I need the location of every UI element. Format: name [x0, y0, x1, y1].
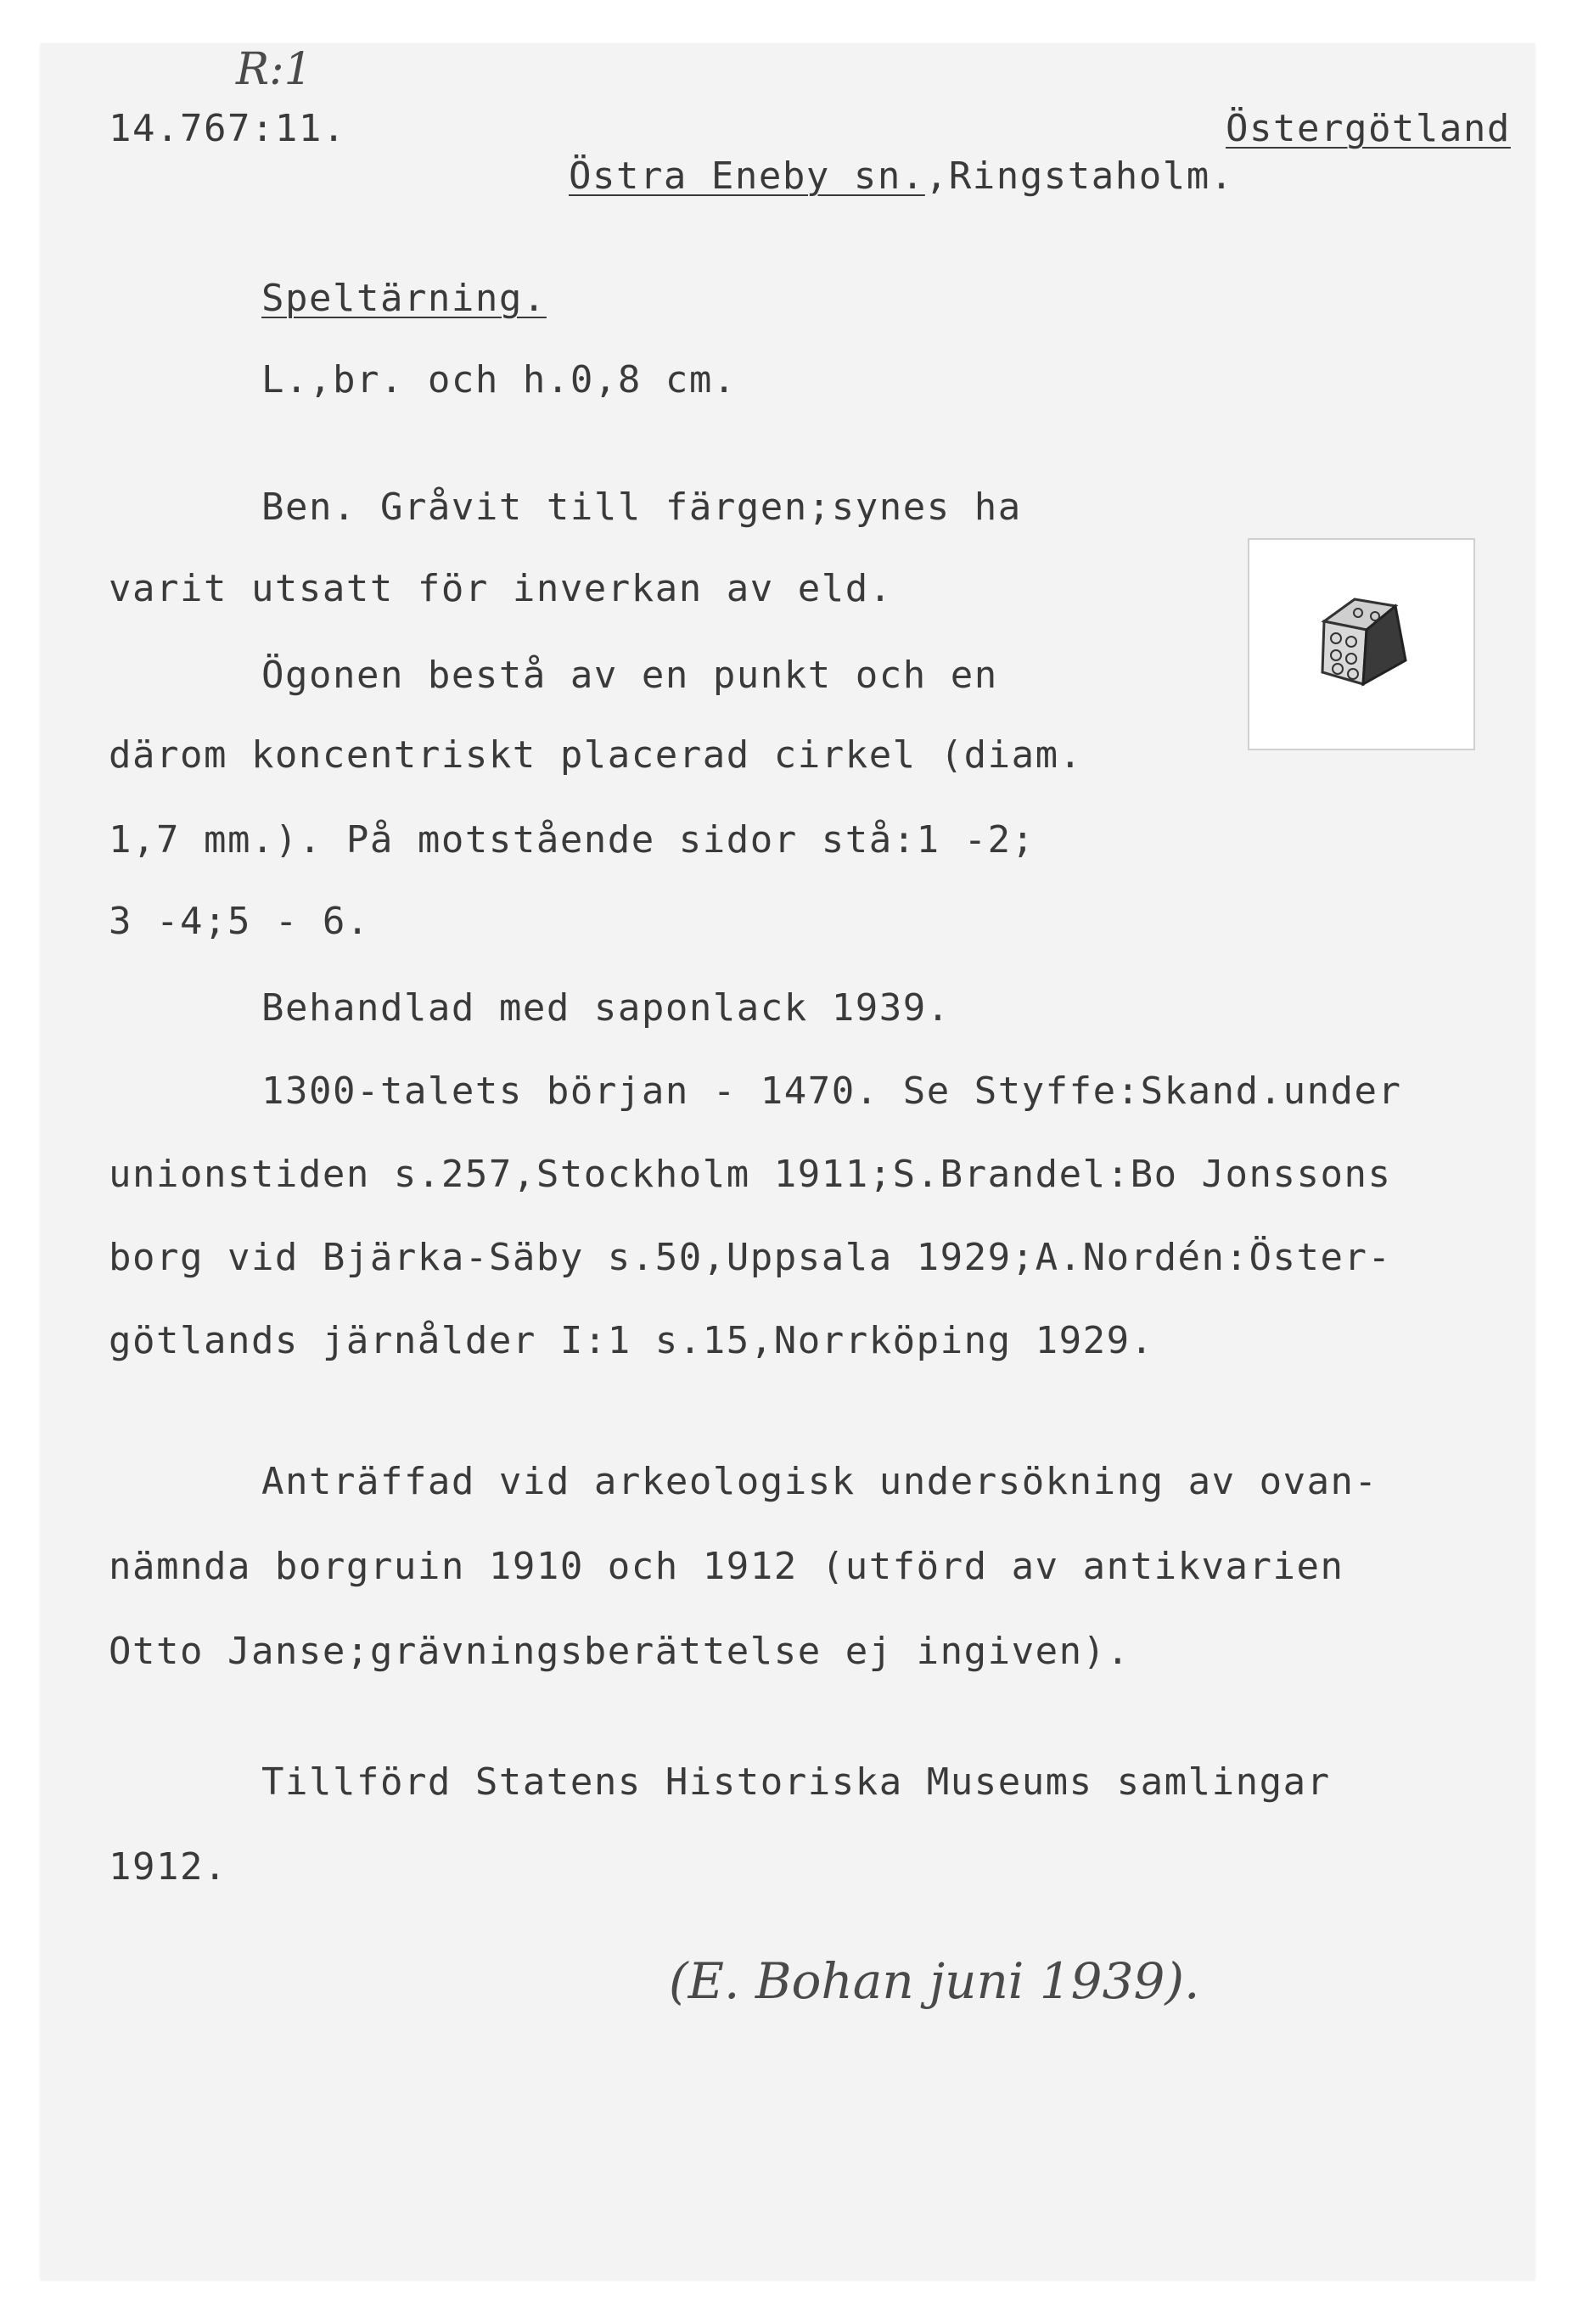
description-line: därom koncentriskt placerad cirkel (diam. — [109, 733, 1083, 777]
description-line: 3 -4;5 - 6. — [109, 900, 370, 943]
catalog-card — [41, 44, 1535, 2280]
catalog-number: 14.767:11. — [109, 107, 346, 150]
acquisition-line: Tillförd Statens Historiska Museums samlingar — [261, 1760, 1331, 1804]
treatment-line: Behandlad med saponlack 1939. — [261, 986, 951, 1030]
acquisition-year: 1912. — [109, 1845, 227, 1889]
die-photograph — [1248, 538, 1475, 750]
find-location — [474, 105, 1234, 248]
province-name: Östergötland — [1226, 107, 1511, 150]
description-line: varit utsatt för inverkan av eld. — [109, 567, 893, 610]
description-line: Ögonen bestå av en punkt och en — [261, 654, 998, 697]
description-line: 1,7 mm.). På motstående sidor stå:1 -2; — [109, 818, 1036, 862]
bone-die-image — [1249, 540, 1477, 752]
find-context-line: nämnda borgruin 1910 och 1912 (utförd av antikvarien — [109, 1545, 1344, 1588]
reference-line: unionstiden s.257,Stockholm 1911;S.Brandel:Bo Jonssons — [109, 1153, 1392, 1196]
signature: (E. Bohan juni 1939). — [669, 1952, 1200, 2010]
site-name: ,Ringstaholm. — [924, 154, 1234, 198]
dimensions: L.,br. och h.0,8 cm. — [261, 358, 737, 401]
parish-name: Östra Eneby sn. — [568, 154, 925, 198]
reference-line: götlands järnålder I:1 s.15,Norrköping 1929. — [109, 1319, 1154, 1362]
corner-mark: R:1 — [236, 44, 312, 95]
object-title: Speltärning. — [261, 277, 547, 320]
description-line: Ben. Gråvit till färgen;synes ha — [261, 486, 1022, 529]
reference-line: borg vid Bjärka-Säby s.50,Uppsala 1929;A.Nordén:Öster- — [109, 1236, 1392, 1279]
find-context-line: Anträffad vid arkeologisk undersökning av ovan- — [261, 1460, 1378, 1503]
find-context-line: Otto Janse;grävningsberättelse ej ingiven). — [109, 1630, 1131, 1673]
dating-line: 1300-talets början - 1470. Se Styffe:Skand.under — [261, 1069, 1402, 1113]
